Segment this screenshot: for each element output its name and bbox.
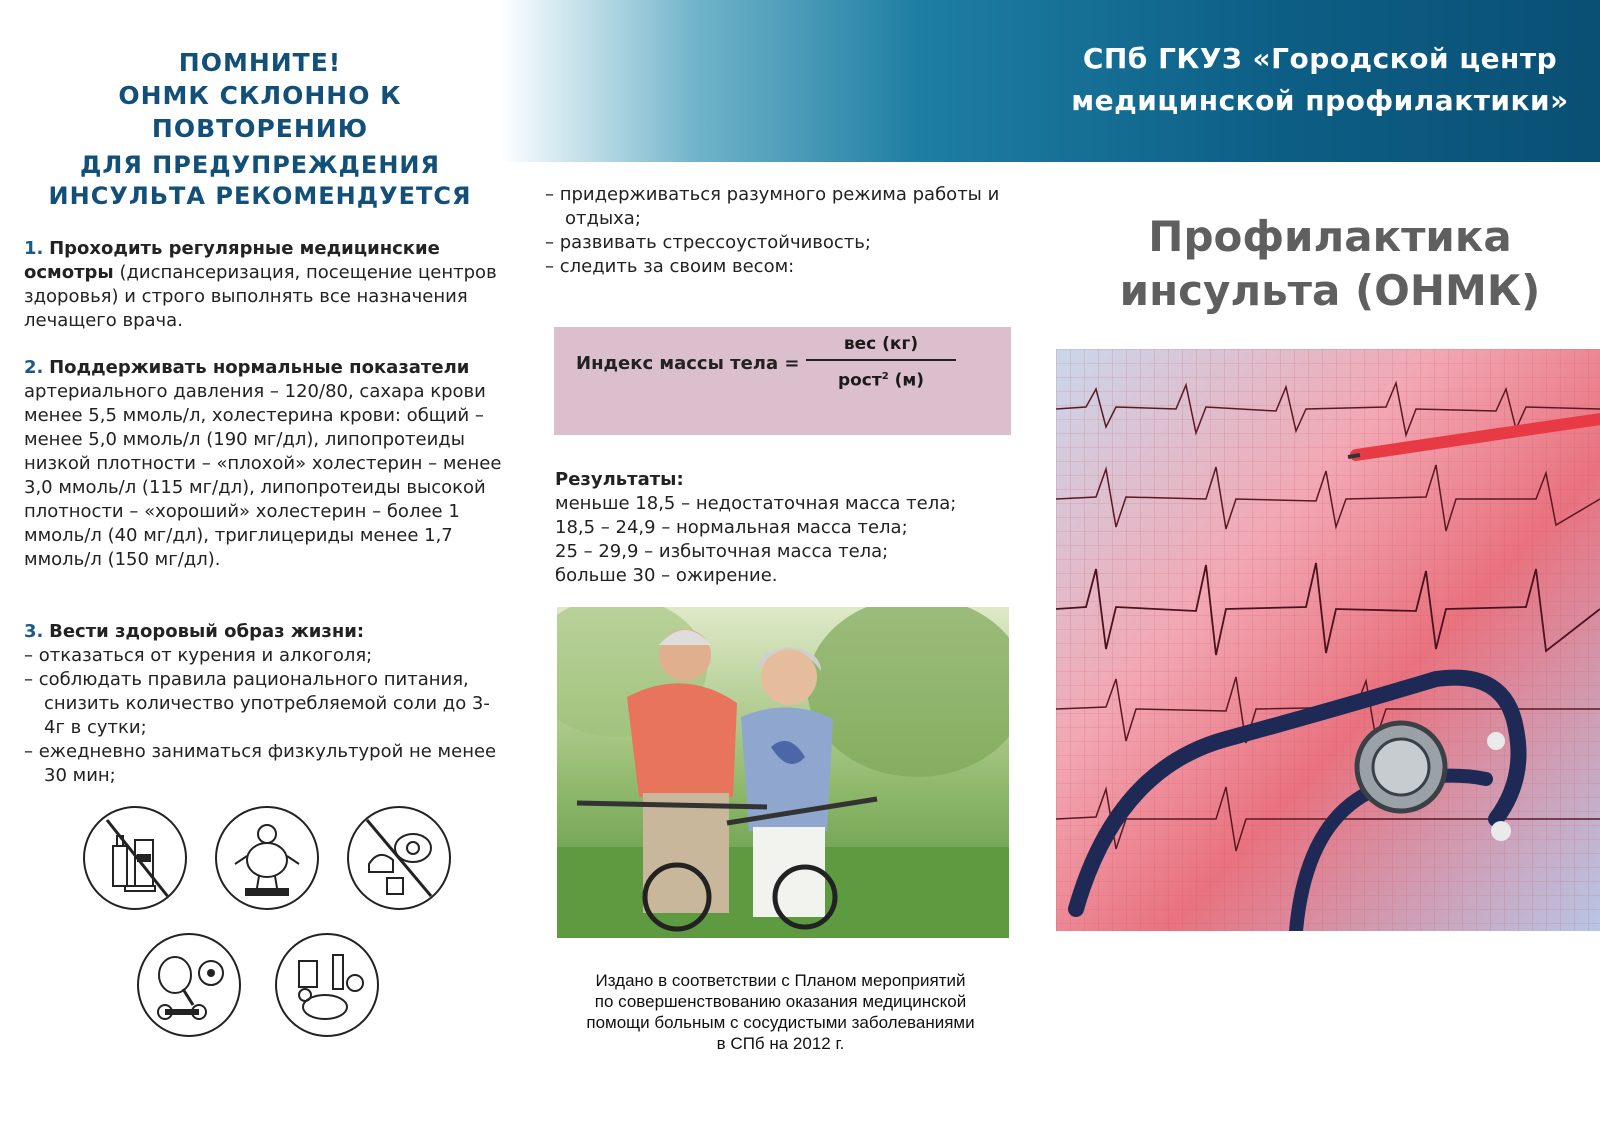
list-item: – соблюдать правила рационального питания, снизить количество употребляемой соли до 3-4г в сутки; bbox=[24, 669, 490, 738]
footnote-line: Издано в соответствии с Планом мероприятий bbox=[595, 971, 966, 990]
list-item: – отказаться от курения и алкоголя; bbox=[24, 645, 373, 666]
bmi-numerator: вес (кг) bbox=[843, 334, 919, 354]
footnote-line: в СПб на 2012 г. bbox=[716, 1034, 845, 1053]
bmi-fraction bbox=[806, 331, 956, 393]
remember-line-1: ПОМНИТЕ! bbox=[178, 48, 342, 77]
recommendation-2 bbox=[24, 356, 504, 572]
org-line-2: медицинской профилактики» bbox=[1071, 84, 1569, 117]
no-alcohol-smoking-icon bbox=[83, 806, 187, 910]
publication-note bbox=[548, 970, 1013, 1054]
brochure-title bbox=[1110, 210, 1550, 318]
remember-line-2: ОНМК СКЛОННО К ПОВТОРЕНИЮ bbox=[118, 81, 402, 143]
result-line: 18,5 – 24,9 – нормальная масса тела; bbox=[555, 517, 908, 538]
rec-1-lead: Проходить регулярные медицинские осмотры bbox=[24, 238, 440, 283]
footnote-line: по совершенствованию оказания медицинской bbox=[594, 992, 967, 1011]
pictogram-group bbox=[75, 798, 475, 1038]
bmi-formula-box bbox=[554, 327, 1011, 435]
list-item: – развивать стрессоустойчивость; bbox=[545, 232, 871, 253]
healthy-food-icon bbox=[275, 933, 379, 1037]
bmi-denominator-unit: (м) bbox=[894, 370, 925, 391]
rec-3-lead: Вести здоровый образ жизни: bbox=[49, 621, 365, 642]
rec-3-list bbox=[24, 644, 504, 788]
bmi-denominator bbox=[806, 365, 956, 393]
list-item: – ежедневно заниматься физкультурой не менее 30 мин; bbox=[24, 741, 497, 786]
title-line-2: инсульта (ОНМК) bbox=[1119, 266, 1541, 315]
prevent-line-2: ИНСУЛЬТА РЕКОМЕНДУЕТСЯ bbox=[48, 182, 472, 210]
no-fatty-food-icon bbox=[347, 806, 451, 910]
organization-name bbox=[1060, 38, 1580, 122]
rec-3-number: 3. bbox=[24, 621, 44, 642]
sport-icon bbox=[137, 933, 241, 1037]
org-line-1: СПб ГКУЗ «Городской центр bbox=[1082, 42, 1558, 75]
list-item: – придерживаться разумного режима работы и отдыха; bbox=[545, 184, 1000, 229]
footnote-line: помощи больным с сосудистыми заболеваниями bbox=[586, 1013, 975, 1032]
lifestyle-list-continued bbox=[545, 183, 1005, 279]
photo-elderly-couple-bicycles bbox=[557, 607, 1009, 938]
results-title: Результаты: bbox=[555, 469, 684, 490]
prevention-heading bbox=[10, 150, 510, 212]
title-line-1: Профилактика bbox=[1148, 212, 1512, 261]
bmi-results bbox=[555, 468, 1005, 588]
rec-2-lead: Поддерживать нормальные показатели bbox=[49, 357, 470, 378]
weight-scale-icon bbox=[215, 806, 319, 910]
list-item: – следить за своим весом: bbox=[545, 256, 795, 277]
bmi-denominator-word: рост bbox=[837, 370, 882, 391]
recommendation-3 bbox=[24, 620, 504, 788]
bmi-label: Индекс массы тела = bbox=[576, 353, 800, 374]
fraction-bar bbox=[806, 359, 956, 361]
rec-2-number: 2. bbox=[24, 357, 44, 378]
bmi-exponent: 2 bbox=[881, 371, 889, 382]
rec-2-text: артериального давления – 120/80, сахара крови менее 5,5 ммоль/л, холестерина крови: общий – менее 5,0 ммоль/л (190 мг/дл), липопротеиды низкой плотности – «плохой» холестерин – менее 3,0 ммоль/л (115 мг/дл), липопротеиды высокой плотности – «хороший» холестерин – более 1 ммоль/л (40 мг/дл), триглицериды менее 1,7 ммоль/л (150 мг/дл). bbox=[24, 381, 502, 570]
result-line: меньше 18,5 – недостаточная масса тела; bbox=[555, 493, 957, 514]
rec-1-text: (диспансеризация, посещение центров здоровья) и строго выполнять все назначения лечащего врача. bbox=[24, 262, 497, 331]
photo-ecg-stethoscope bbox=[1056, 349, 1600, 931]
prevent-line-1: ДЛЯ ПРЕДУПРЕЖДЕНИЯ bbox=[80, 151, 440, 179]
result-line: больше 30 – ожирение. bbox=[555, 565, 778, 586]
rec-1-number: 1. bbox=[24, 238, 44, 259]
remember-heading bbox=[10, 46, 510, 145]
result-line: 25 – 29,9 – избыточная масса тела; bbox=[555, 541, 889, 562]
recommendation-1 bbox=[24, 237, 504, 333]
